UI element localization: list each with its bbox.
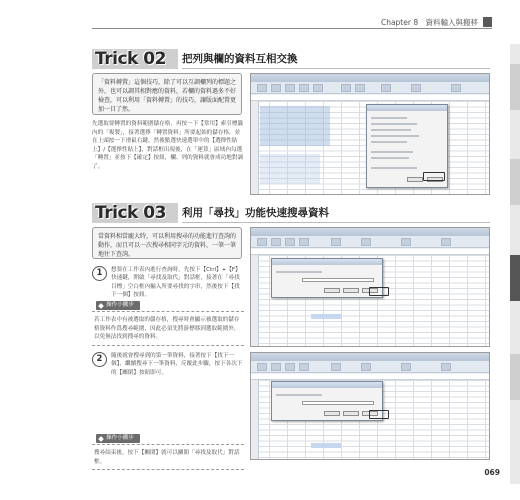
step-1-text: 想要在工作表內進行查詢時，先按下【Ctrl】+【F】快速鍵，開啟「尋找及取代」對話框，接著在「尋找目標」空白框內輸入所要尋找的字串，然後按下【找下一個】按鈕。 (111, 267, 241, 299)
found-cell (311, 314, 341, 319)
find-dialog-screenshot-1 (250, 227, 490, 347)
window-titlebar (251, 74, 489, 82)
step-2-number: 2 (92, 352, 107, 367)
section-label: 資料輸入與搬移 (425, 18, 478, 27)
step-2-text: 隨後就會搜尋到的第一筆資料，接著按下【找下一個】，繼續搜尋下一筆資料，反覆此步驟，按下各次下的【關閉】按鈕即可。 (111, 353, 243, 376)
row-headers (251, 255, 259, 346)
header-text (381, 17, 478, 28)
dialog-titlebar (272, 259, 382, 265)
transposed-range (260, 154, 320, 184)
window-titlebar (251, 228, 489, 236)
chapter-thumb-tabs (510, 44, 520, 484)
find-replace-dialog (271, 258, 383, 298)
thumb-tab-active (510, 255, 520, 301)
banner-rule (182, 222, 490, 223)
found-cell (311, 443, 341, 448)
find-next-button[interactable] (343, 411, 359, 416)
window-titlebar (251, 353, 489, 361)
trick-02-banner (92, 49, 490, 69)
tip-1-box (92, 311, 244, 346)
thumb-tab (510, 354, 520, 400)
tip-1-text: 若工作表中有被選取的儲存格，搜尋時會顯示被選取的儲存格資料作爲搜尋範圍，因此必須先將游標移到選取範圍外，以免無法找到搜尋的資料。 (94, 317, 240, 340)
find-all-button[interactable] (324, 411, 340, 416)
selected-range (260, 106, 330, 146)
find-next-callout (369, 287, 389, 296)
dialog-titlebar (367, 105, 447, 111)
ok-button[interactable] (407, 177, 423, 182)
page-number: 069 (484, 468, 500, 477)
paste-special-screenshot (250, 73, 490, 195)
running-header (92, 17, 492, 29)
trick-03-title: 利用「尋找」功能快速搜尋資料 (182, 207, 329, 219)
find-next-button[interactable] (343, 288, 359, 293)
trick-02-intro-text: 「資料轉置」這個技巧，除了可以互調欄列的標題之外，也可以調其相對應的資料，若欄的資料過多不好檢查，可以利用「資料轉置」的技巧，讓版面配置更加一目了然。 (98, 79, 237, 113)
find-dialog-screenshot-2 (250, 352, 490, 460)
trick-02-title: 把列與欄的資料互相交換 (182, 53, 298, 65)
row-headers (251, 101, 259, 194)
tip-2-text: 搜尋結束後，按下【關閉】就可以關閉「尋找及取代」對話框。 (94, 450, 240, 465)
find-all-button[interactable] (324, 288, 340, 293)
trick-02-body: 先選取要轉置的資料範圍儲存格，再按一下【常用】索引標籤內的「複製」，接著選擇「轉置資料」所要起始的儲存格，並在上頭按一下滑鼠右鍵，然後點選快速選單中的【選擇性貼上】/【選擇性貼上】，對話框出現後，在「運算」區域內勾選「轉置」並按下【確定】按鈕，欄、列的資料就會成功地對調了。 (92, 121, 244, 170)
trick-02-label: Trick 02 (92, 49, 178, 69)
banner-rule (182, 68, 490, 69)
close-callout (369, 410, 389, 419)
thumb-tab (510, 64, 520, 110)
ribbon (251, 236, 489, 248)
row-headers (251, 380, 259, 459)
step-1-number: 1 (92, 266, 107, 281)
dialog-titlebar (272, 382, 382, 388)
trick-02-intro-box (92, 73, 242, 115)
thumb-tab (510, 159, 520, 205)
header-marker (483, 17, 492, 27)
trick-03-banner (92, 203, 490, 223)
tip-1-label: 操作小撇步 (96, 301, 140, 310)
chapter-label: Chapter 8 (380, 18, 419, 27)
tip-2-box (92, 444, 244, 470)
trick-03-intro-text: 當資料相當龐大時，可以利用搜尋的功能進行查詢的動作，而且可以一次搜尋相同字元的資料，一筆一筆地往下查詢。 (98, 233, 237, 258)
ribbon (251, 82, 489, 94)
ribbon (251, 361, 489, 373)
trick-03-intro-box (92, 227, 242, 259)
find-replace-dialog (271, 381, 383, 421)
trick-03-label: Trick 03 (92, 203, 178, 223)
transpose-callout (423, 172, 445, 181)
tip-2-label: 操作小撇步 (96, 434, 140, 443)
